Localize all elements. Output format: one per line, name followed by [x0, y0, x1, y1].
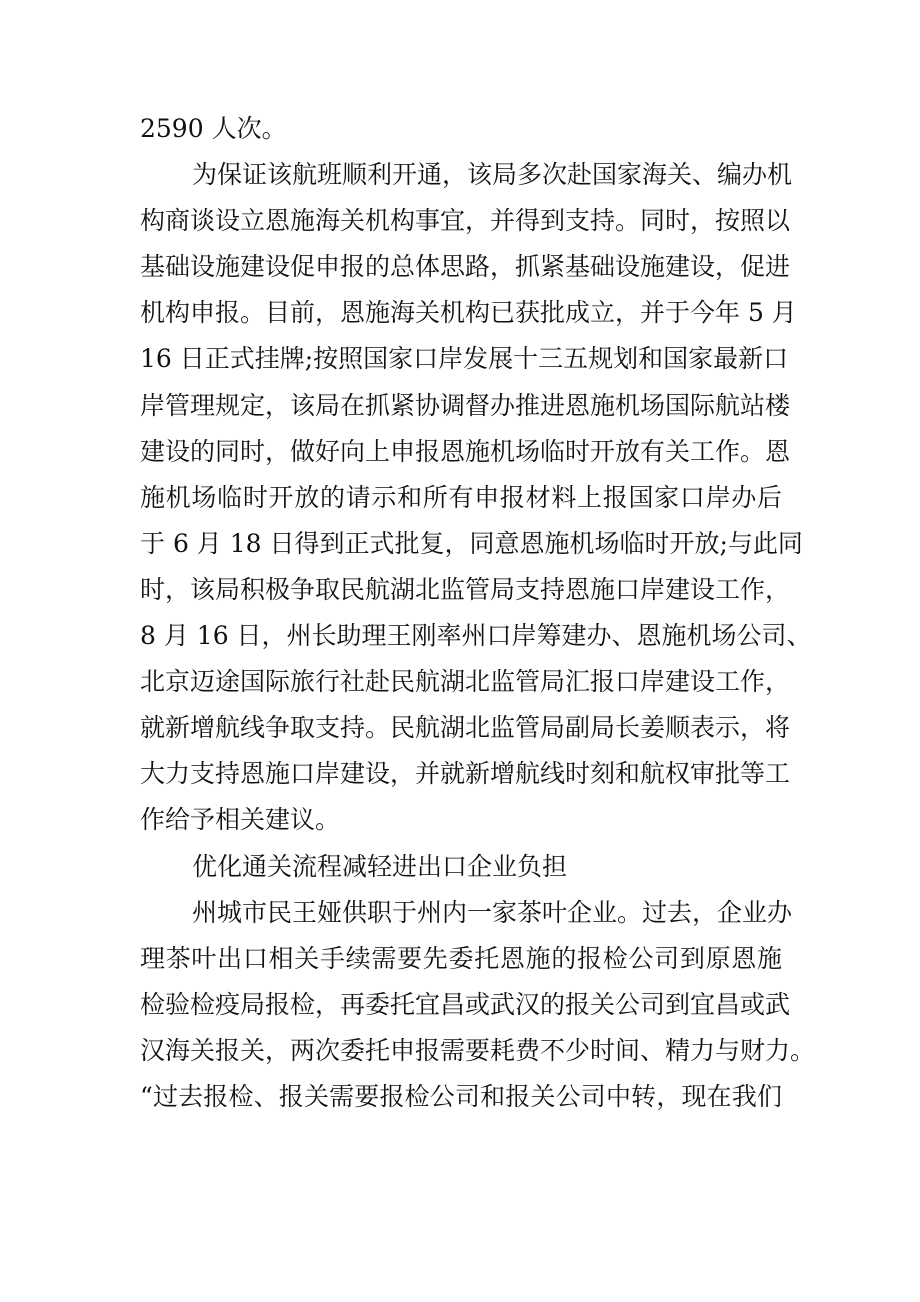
paragraph-line: 岸管理规定，该局在抓紧协调督办推进恩施机场国际航站楼: [140, 390, 791, 420]
paragraph-line: 就新增航线争取支持。民航湖北监管局副局长姜顺表示，将: [140, 713, 791, 743]
paragraph-line: 汉海关报关，两次委托申报需要耗费不少时间、精力与财力。: [140, 1035, 816, 1065]
paragraph-line: 检验检疫局报检，再委托宜昌或武汉的报关公司到宜昌或武: [140, 989, 791, 1019]
paragraph-line: 机构申报。目前，恩施海关机构已获批成立，并于今年 5 月: [140, 298, 797, 328]
paragraph-line: 16 日正式挂牌;按照国家口岸发展十三五规划和国家最新口: [140, 344, 789, 374]
paragraph-line: 大力支持恩施口岸建设，并就新增航线时刻和航权审批等工: [140, 759, 791, 789]
paragraph-line: 8 月 16 日，州长助理王刚率州口岸筹建办、恩施机场公司、: [140, 621, 812, 651]
section-heading: 优化通关流程减轻进出口企业负担: [192, 851, 568, 881]
paragraph-line: 理茶叶出口相关手续需要先委托恩施的报检公司到原恩施: [140, 943, 782, 973]
paragraph-line: 作给予相关建议。: [140, 805, 341, 835]
paragraph-line: 北京迈途国际旅行社赴民航湖北监管局汇报口岸建设工作，: [140, 667, 791, 697]
paragraph-line: 为保证该航班顺利开通，该局多次赴国家海关、编办机: [192, 160, 793, 190]
paragraph-line: “过去报检、报关需要报检公司和报关公司中转，现在我们: [140, 1081, 782, 1111]
article-body: [140, 106, 816, 1120]
paragraph-line: 建设的同时，做好向上申报恩施机场临时开放有关工作。恩: [140, 436, 791, 466]
paragraph-line: 时，该局积极争取民航湖北监管局支持恩施口岸建设工作，: [140, 574, 791, 604]
paragraph-line: 基础设施建设促申报的总体思路，抓紧基础设施建设，促进: [140, 252, 791, 282]
paragraph-line: 构商谈设立恩施海关机构事宜，并得到支持。同时，按照以: [140, 206, 791, 236]
paragraph-line: 2590 人次。: [140, 114, 287, 143]
paragraph-line: 州城市民王娅供职于州内一家茶叶企业。过去，企业办: [192, 897, 793, 927]
paragraph-line: 施机场临时开放的请示和所有申报材料上报国家口岸办后: [140, 482, 782, 512]
paragraph-line: 于 6 月 18 日得到正式批复，同意恩施机场临时开放;与此同: [140, 528, 803, 558]
